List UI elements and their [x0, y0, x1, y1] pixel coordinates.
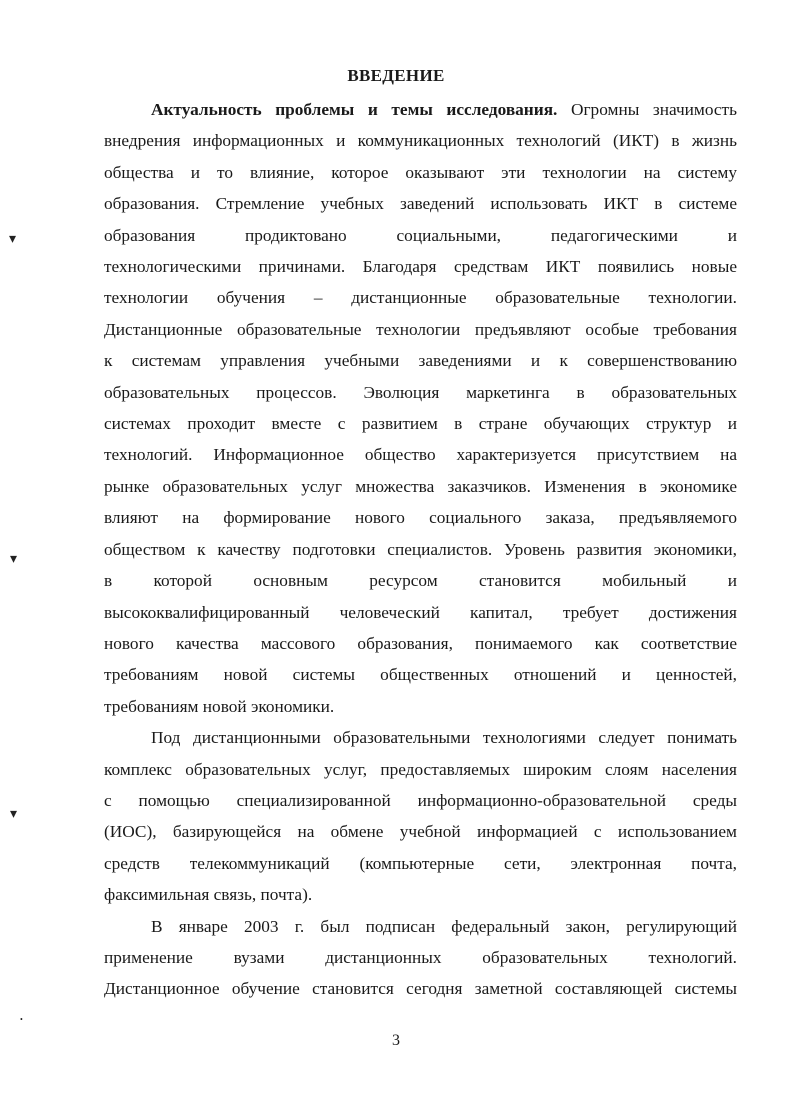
- paragraph-line: В январе 2003 г. был подписан федеральный закон, регулирующий: [151, 916, 737, 936]
- paragraph-definition: [104, 722, 737, 910]
- paragraph-line: образовательных процессов. Эволюция маркетинга в образовательных: [104, 382, 737, 402]
- paragraph-line: Дистанционные образовательные технологии предъявляют особые требования: [104, 319, 737, 339]
- paragraph-line: применение вузами дистанционных образовательных технологий.: [104, 947, 737, 967]
- paragraph-line: факсимильная связь, почта).: [104, 885, 313, 905]
- section-lead: Актуальность проблемы и темы исследования.: [151, 100, 558, 119]
- paragraph-line: высококвалифицированный человеческий капитал, требует достижения: [104, 602, 737, 622]
- paragraph-line: влияют на формирование нового социального заказа, предъявляемого: [104, 508, 737, 528]
- document-body: [104, 94, 737, 1005]
- paragraph-line: технологическими причинами. Благодаря средствам ИКТ появились новые: [104, 257, 737, 277]
- paragraph-line: с помощью специализированной информационно-образовательной среды: [104, 790, 737, 810]
- paragraph-line: системах проходит вместе с развитием в стране обучающих структур и: [104, 414, 737, 434]
- paragraph-line: рынке образовательных услуг множества заказчиков. Изменения в экономике: [104, 476, 737, 496]
- paragraph-line: внедрения информационных и коммуникационных технологий (ИКТ) в жизнь: [104, 131, 737, 151]
- paragraph-line: образования. Стремление учебных заведений использовать ИКТ в системе: [104, 194, 737, 214]
- scan-speck: •: [20, 1015, 23, 1024]
- paragraph-line: требованиям новой системы общественных отношений и ценностей,: [104, 665, 737, 685]
- paragraph-line: Дистанционное обучение становится сегодня заметной составляющей системы: [104, 979, 737, 999]
- page-number: 3: [392, 1032, 400, 1049]
- paragraph-line: Актуальность проблемы и темы исследования. Огромны значимость: [151, 100, 737, 119]
- paragraph-relevance: [104, 94, 737, 722]
- scan-speck: ▾: [9, 232, 17, 247]
- scan-speck: ▾: [10, 807, 18, 822]
- page-title: ВВЕДЕНИЕ: [347, 66, 445, 85]
- paragraph-line: Под дистанционными образовательными технологиями следует понимать: [151, 728, 737, 748]
- scan-speck: ▾: [10, 552, 18, 567]
- paragraph-line: технологий. Информационное общество характеризуется присутствием на: [104, 445, 737, 465]
- paragraph-law: [104, 911, 737, 1005]
- paragraph-line: к системам управления учебными заведениями и к совершенствованию: [104, 351, 737, 371]
- paragraph-line: общества и то влияние, которое оказывают эти технологии на систему: [104, 162, 737, 182]
- paragraph-line: требованиям новой экономики.: [104, 696, 335, 716]
- paragraph-line: средств телекоммуникаций (компьютерные сети, электронная почта,: [104, 853, 737, 873]
- paragraph-line: нового качества массового образования, понимаемого как соответствие: [104, 633, 737, 653]
- paragraph-line: комплекс образовательных услуг, предоставляемых широким слоям населения: [104, 759, 737, 779]
- paragraph-line: в которой основным ресурсом становится мобильный и: [104, 571, 737, 591]
- paragraph-line: образования продиктовано социальными, педагогическими и: [104, 225, 737, 245]
- paragraph-line: обществом к качеству подготовки специалистов. Уровень развития экономики,: [104, 539, 737, 559]
- paragraph-line: (ИОС), базирующейся на обмене учебной информацией с использованием: [104, 822, 737, 842]
- paragraph-line: технологии обучения – дистанционные образовательные технологии.: [104, 288, 737, 308]
